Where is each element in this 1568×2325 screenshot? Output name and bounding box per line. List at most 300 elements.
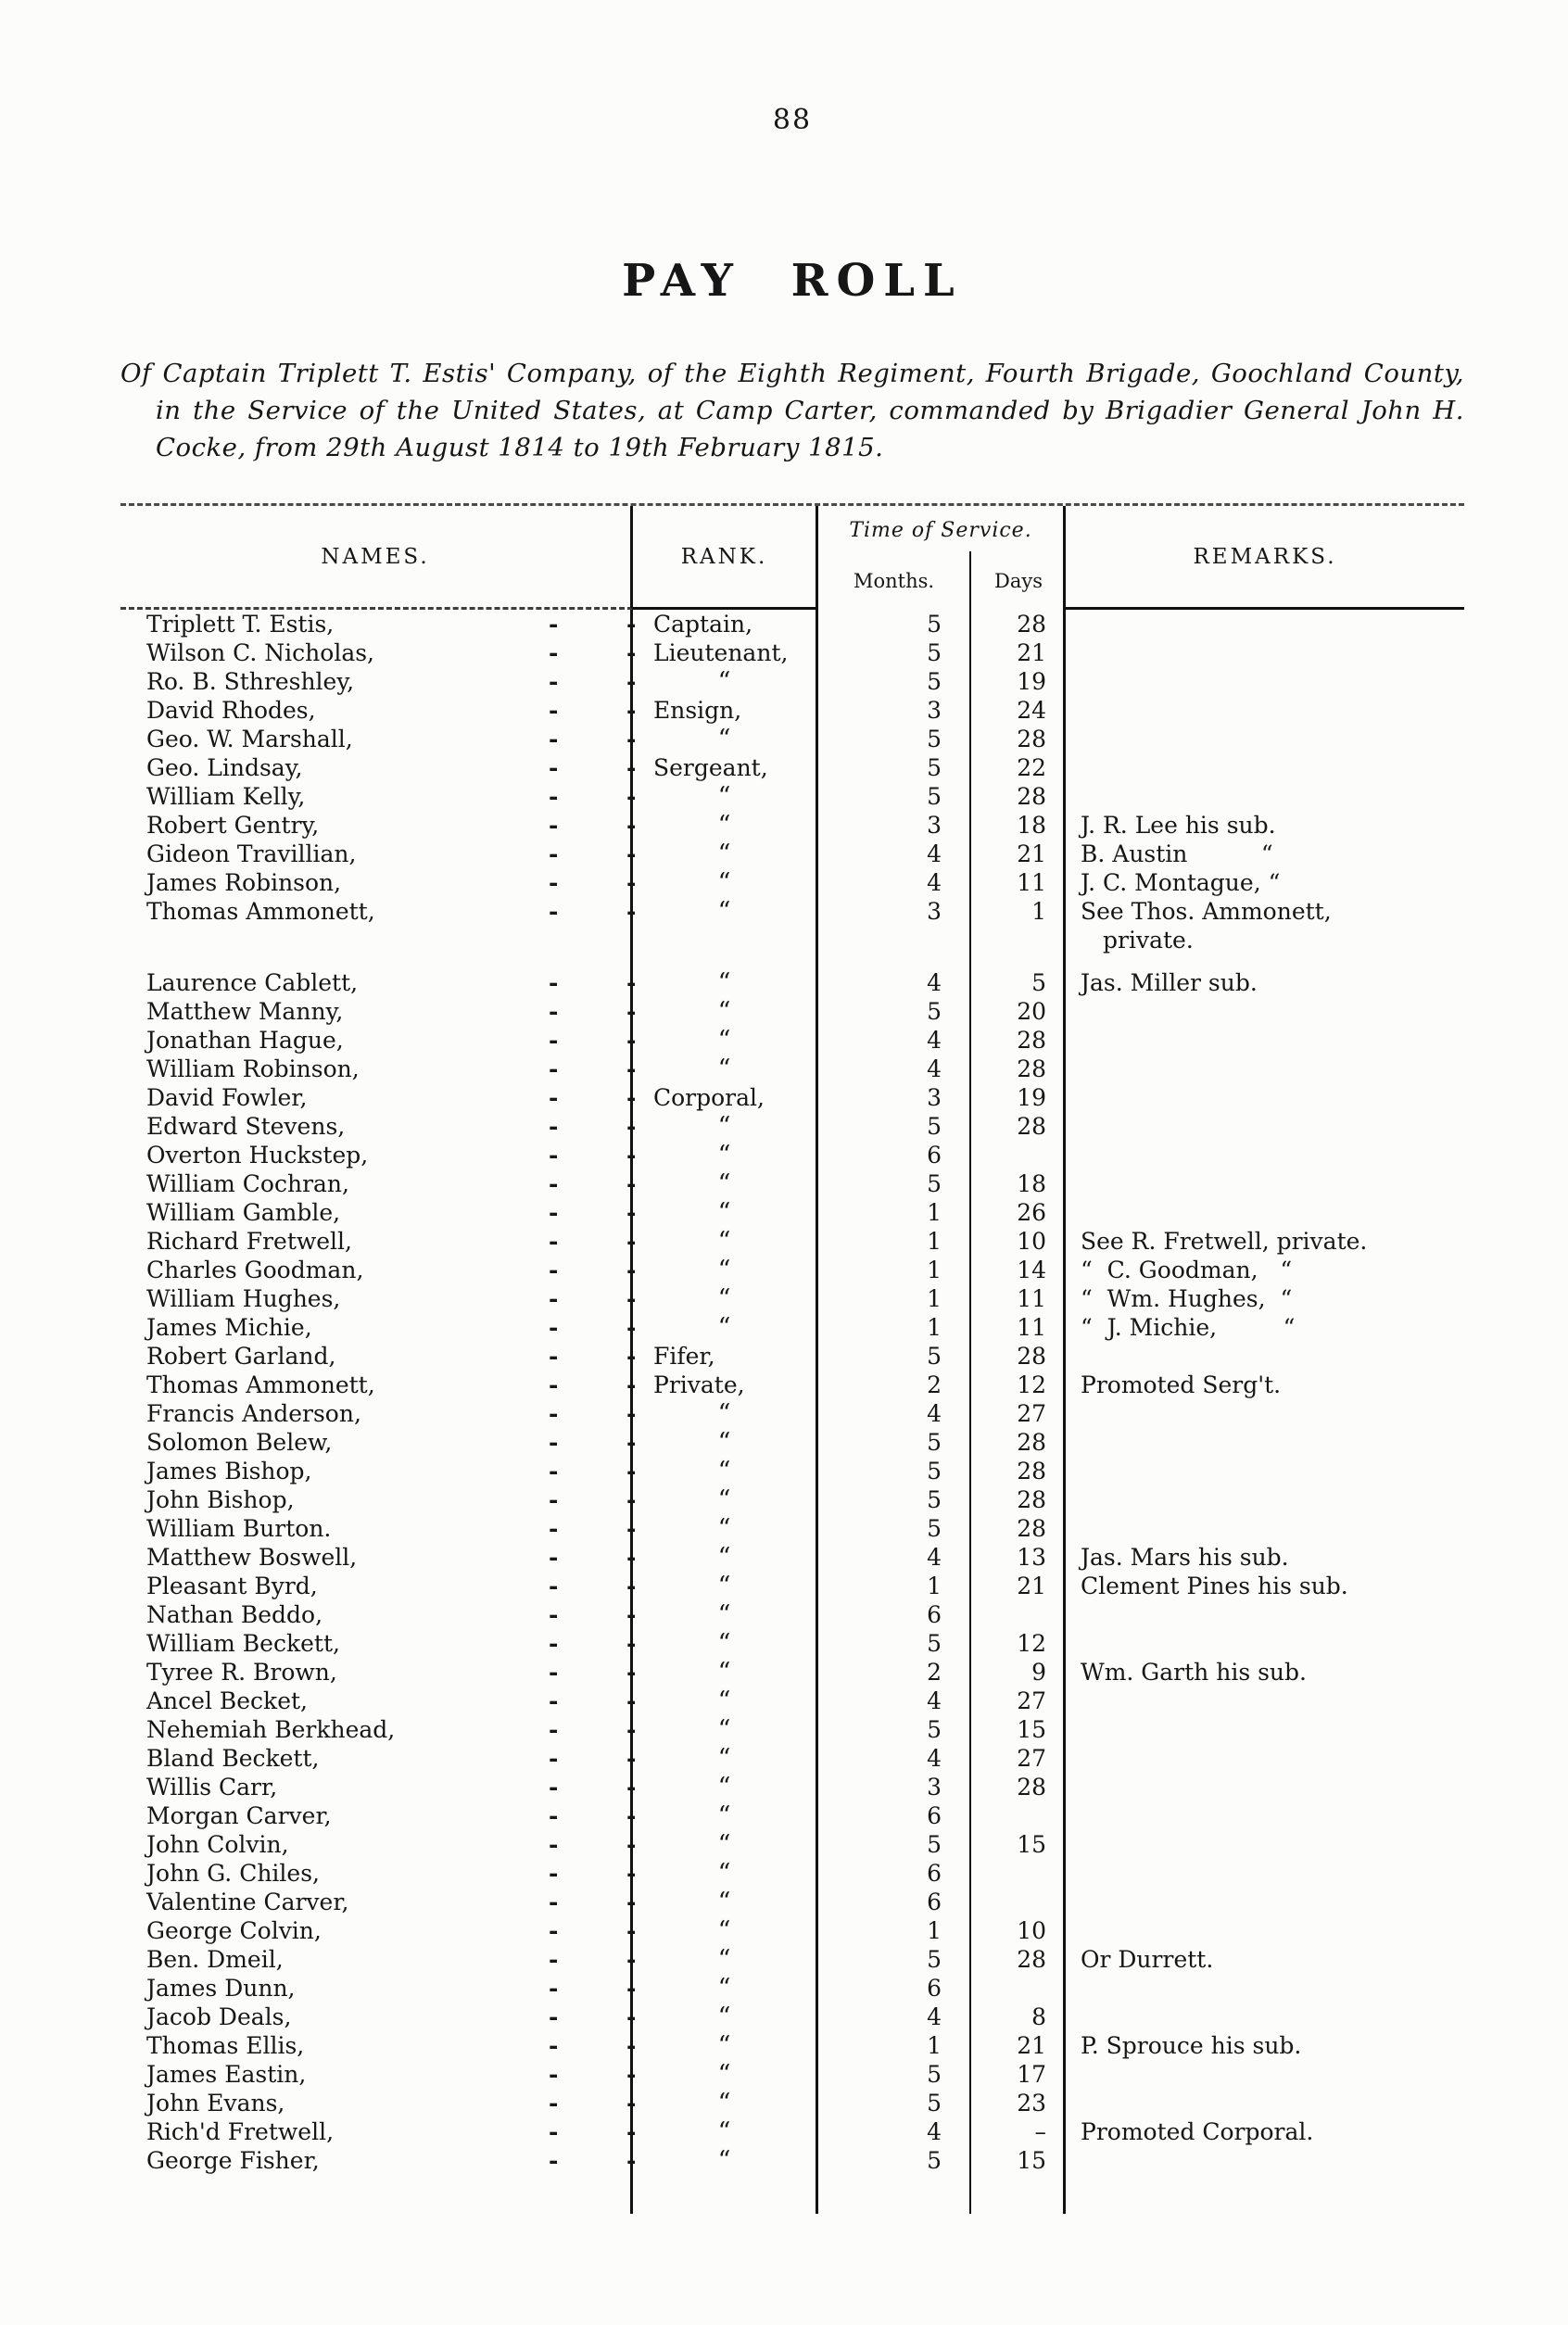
soldier-name: Gideon Travillian, [146,840,357,867]
cell-rank: “ [633,2089,818,2117]
cell-rank: “ [633,1055,818,1083]
cell-rank: “ [633,2146,818,2175]
table-row [120,1227,1464,1256]
leader-dash: - [626,2118,637,2145]
leader-dash: - [549,1400,559,1427]
cell-days: 28 [971,1026,1066,1055]
cell-name [120,2060,637,2089]
leader-dash: - [626,1400,637,1427]
leader-dash: - [626,840,637,867]
soldier-name: William Hughes, [146,1285,341,1312]
cell-remark: B. Austin “ [1081,840,1273,867]
leader-dash: - [549,1285,559,1312]
cell-rank: Captain, [633,610,818,638]
cell-remark [1066,1399,1464,1428]
leader-dash: - [549,611,559,638]
table-row [120,782,1464,811]
cell-months: 5 [818,1112,971,1141]
table-header-row [120,506,1464,610]
cell-rank: “ [633,1715,818,1744]
leader-dash: - [549,2118,559,2145]
cell-remark: Wm. Garth his sub. [1081,1659,1307,1686]
cell-days: 27 [971,1399,1066,1428]
cell-name [120,1313,637,1342]
cell-months: 5 [818,1428,971,1457]
table-row [120,1256,1464,1284]
soldier-name: Robert Garland, [146,1343,336,1370]
leader-dash: - [549,1917,559,1944]
table-row [120,2117,1464,2146]
cell-name [120,868,637,897]
cell-name [120,2089,637,2117]
table-row [120,2175,1464,2214]
leader-dash: - [626,1486,637,1513]
cell-name [120,2031,637,2060]
table-row [120,1773,1464,1801]
cell-months: 5 [818,2089,971,2117]
cell-name [120,1687,637,1715]
cell-days: 14 [971,1256,1066,1284]
soldier-name: Matthew Manny, [146,998,344,1025]
cell-months: 5 [818,753,971,782]
cell-rank: Corporal, [633,1083,818,1112]
cell-remark: J. C. Montague, “ [1081,869,1281,896]
cell-months: 4 [818,1399,971,1428]
cell-days: 15 [971,1830,1066,1859]
cell-remark [1066,1859,1464,1888]
table-row [120,1342,1464,1371]
table-row [120,968,1464,997]
cell-months: 5 [818,1485,971,1514]
cell-days: 10 [971,1916,1066,1945]
cell-name [120,1198,637,1227]
soldier-name: Thomas Ammonett, [146,1371,375,1398]
cell-name [120,840,637,868]
cell-days [971,1141,1066,1169]
cell-remark [1066,725,1464,753]
cell-rank: “ [633,2003,818,2031]
table-row [120,667,1464,696]
soldier-name: Thomas Ellis, [146,2032,305,2059]
cell-name [120,1141,637,1169]
table-row [120,2003,1464,2031]
cell-days: 18 [971,1169,1066,1198]
leader-dash: - [549,1142,559,1169]
table-row [120,954,1464,968]
leader-dash: - [626,1515,637,1542]
cell-rank: “ [633,1256,818,1284]
leader-dash: - [549,1659,559,1686]
leader-dash: - [549,898,559,925]
cell-days: 21 [971,1572,1066,1600]
soldier-name: Jonathan Hague, [146,1027,344,1054]
leader-dash: - [626,812,637,839]
cell-months: 1 [818,1227,971,1256]
cell-name [120,2146,637,2175]
cell-months: 4 [818,1687,971,1715]
table-body [120,610,1464,2214]
cell-name [120,1428,637,1457]
cell-months: 6 [818,1801,971,1830]
cell-remark [1066,954,1464,968]
cell-name [120,1514,637,1543]
cell-months: 5 [818,1457,971,1485]
cell-remark [1066,997,1464,1026]
soldier-name: Robert Gentry, [146,812,320,839]
cell-days: 1 [971,897,1066,926]
cell-days: 20 [971,997,1066,1026]
cell-days: 15 [971,2146,1066,2175]
leader-dash: - [626,1458,637,1485]
soldier-name: Richard Fretwell, [146,1228,352,1255]
cell-rank: “ [633,1227,818,1256]
soldier-name: William Kelly, [146,783,306,810]
cell-rank: “ [633,997,818,1026]
leader-dash: - [626,1142,637,1169]
table-row [120,1457,1464,1485]
leader-dash: - [626,1343,637,1370]
cell-days: 28 [971,1514,1066,1543]
soldier-name: Thomas Ammonett, [146,898,375,925]
leader-dash: - [549,1113,559,1140]
table-row [120,1371,1464,1399]
cell-remark [1066,782,1464,811]
cell-remark [1066,1169,1464,1198]
cell-days: 26 [971,1198,1066,1227]
subtitle-paragraph: Of Captain Triplett T. Estis' Company, of the Eighth Regiment, Fourth Brigade, Goochland County, in the Service of the United States, at Camp Carter, commanded by Brigadier General John H. Cocke, from 29th August 1814 to 19th February 1815. [120,359,1464,462]
table-row [120,1945,1464,1974]
leader-dash: - [549,1544,559,1571]
service-subheaders [818,551,1063,610]
soldier-name: James Dunn, [146,1975,296,2002]
soldier-name: John Evans, [146,2090,285,2117]
cell-months: 3 [818,811,971,840]
cell-rank: “ [633,1026,818,1055]
table-row [120,2031,1464,2060]
cell-months [818,926,971,954]
leader-dash: - [626,1544,637,1571]
leader-dash: - [626,668,637,695]
cell-rank: “ [633,840,818,868]
cell-days: 28 [971,725,1066,753]
soldier-name: Valentine Carver, [146,1889,349,1915]
leader-dash: - [549,1716,559,1743]
cell-remark [1066,1198,1464,1227]
page-number: 88 [772,104,813,136]
cell-remark [1066,1083,1464,1112]
table-row [120,811,1464,840]
table-row [120,1916,1464,1945]
cell-name [120,1744,637,1773]
soldier-name: David Fowler, [146,1084,308,1111]
leader-dash: - [549,1429,559,1456]
cell-days: 10 [971,1227,1066,1256]
cell-months: 4 [818,1543,971,1572]
table-row [120,1428,1464,1457]
cell-remark: See Thos. Ammonett, [1081,898,1332,925]
table-row [120,2060,1464,2089]
table-row [120,1572,1464,1600]
cell-remark [1066,1600,1464,1629]
cell-months: 3 [818,1773,971,1801]
table-row [120,1485,1464,1514]
leader-dash: - [549,726,559,752]
cell-months: 1 [818,1198,971,1227]
cell-rank: Fifer, [633,1342,818,1371]
cell-months: 5 [818,782,971,811]
cell-name [120,1658,637,1687]
table-row [120,1198,1464,1227]
table-row [120,897,1464,926]
cell-months: 4 [818,968,971,997]
cell-rank: “ [633,725,818,753]
table-row [120,1658,1464,1687]
soldier-name: George Colvin, [146,1917,322,1944]
cell-days: 28 [971,1485,1066,1514]
cell-remark [1066,1457,1464,1485]
cell-rank: Sergeant, [633,753,818,782]
cell-name [120,1083,637,1112]
cell-rank: “ [633,1974,818,2003]
table-row [120,1141,1464,1169]
cell-remark [1066,1428,1464,1457]
soldier-name: William Gamble, [146,1199,341,1226]
cell-remark: P. Sprouce his sub. [1081,2032,1302,2059]
cell-remark: “ J. Michie, “ [1081,1314,1296,1341]
leader-dash: - [549,2061,559,2088]
table-row [120,840,1464,868]
cell-name [120,2175,633,2214]
cell-rank: “ [633,782,818,811]
cell-months: 5 [818,1830,971,1859]
cell-rank: Ensign, [633,696,818,725]
cell-months: 5 [818,1945,971,1974]
table-row [120,1112,1464,1141]
cell-remark [1066,1773,1464,1801]
cell-name [120,1256,637,1284]
cell-name [120,753,637,782]
cell-rank: “ [633,868,818,897]
cell-days: 13 [971,1543,1066,1572]
leader-dash: - [549,1343,559,1370]
table-row [120,1744,1464,1773]
cell-days: 18 [971,811,1066,840]
cell-remark [1066,667,1464,696]
cell-remark [1066,1141,1464,1169]
cell-months [818,2175,971,2214]
cell-name [120,1342,637,1371]
cell-remark [1066,1888,1464,1916]
soldier-name: William Beckett, [146,1630,340,1657]
cell-months: 2 [818,1371,971,1399]
leader-dash: - [549,1889,559,1915]
cell-days: 15 [971,1715,1066,1744]
cell-remark [1066,1916,1464,1945]
cell-remark [1066,1055,1464,1083]
cell-remark [1066,1514,1464,1543]
soldier-name: George Fisher, [146,2147,320,2174]
cell-months: 1 [818,1313,971,1342]
cell-days: 28 [971,782,1066,811]
cell-days: 19 [971,1083,1066,1112]
leader-dash: - [549,1774,559,1801]
cell-months: 6 [818,1141,971,1169]
table-row [120,997,1464,1026]
leader-dash: - [626,1917,637,1944]
cell-name [120,1600,637,1629]
soldier-name: Jacob Deals, [146,2003,292,2030]
cell-months: 5 [818,667,971,696]
cell-months: 5 [818,725,971,753]
service-header-title: Time of Service. [849,519,1032,542]
cell-months: 5 [818,1514,971,1543]
cell-days: 28 [971,1342,1066,1371]
soldier-name: Geo. Lindsay, [146,754,303,781]
cell-name [120,1284,637,1313]
leader-dash: - [549,2003,559,2030]
leader-dash: - [549,697,559,724]
table-row [120,1715,1464,1744]
leader-dash: - [549,1601,559,1628]
leader-dash: - [549,998,559,1025]
cell-months: 4 [818,1026,971,1055]
leader-dash: - [549,1228,559,1255]
soldier-name: Ben. Dmeil, [146,1946,284,1973]
cell-rank: “ [633,1428,818,1457]
cell-name [120,1572,637,1600]
soldier-name: John Colvin, [146,1831,289,1858]
cell-name [120,1715,637,1744]
payroll-table [120,503,1464,2214]
table-row [120,1687,1464,1715]
leader-dash: - [626,998,637,1025]
leader-dash: - [626,1860,637,1887]
leader-dash: - [549,1802,559,1829]
cell-name [120,954,633,968]
column-header-rank: RANK. [633,506,818,610]
leader-dash: - [626,1027,637,1054]
cell-rank: “ [633,1830,818,1859]
cell-months: 6 [818,1859,971,1888]
cell-name [120,610,637,638]
column-header-months: Months. [818,551,971,610]
leader-dash: - [549,1055,559,1082]
cell-days: 21 [971,2031,1066,2060]
cell-rank: Lieutenant, [633,638,818,667]
cell-name [120,1457,637,1485]
leader-dash: - [626,1802,637,1829]
cell-months: 1 [818,1256,971,1284]
cell-rank: “ [633,897,818,926]
cell-remark: J. R. Lee his sub. [1081,812,1276,839]
soldier-name: John G. Chiles, [146,1860,320,1887]
leader-dash: - [626,611,637,638]
leader-dash: - [549,1630,559,1657]
leader-dash: - [626,1257,637,1283]
cell-name [120,696,637,725]
cell-days: 21 [971,840,1066,868]
cell-name [120,1227,637,1256]
cell-rank: “ [633,2060,818,2089]
cell-months: 5 [818,2146,971,2175]
cell-rank: “ [633,1457,818,1485]
soldier-name: Francis Anderson, [146,1400,361,1427]
cell-rank: “ [633,1600,818,1629]
leader-dash: - [626,2003,637,2030]
soldier-name: James Eastin, [146,2061,307,2088]
cell-months: 4 [818,2003,971,2031]
leader-dash: - [626,754,637,781]
leader-dash: - [626,1716,637,1743]
cell-months: 4 [818,1744,971,1773]
cell-days: 8 [971,2003,1066,2031]
cell-name [120,638,637,667]
leader-dash: - [549,668,559,695]
cell-days: 28 [971,610,1066,638]
cell-days [971,1974,1066,2003]
cell-name [120,1399,637,1428]
column-header-names: NAMES. [120,506,633,610]
soldier-name: Willis Carr, [146,1774,278,1801]
soldier-name: James Michie, [146,1314,312,1341]
table-row [120,725,1464,753]
cell-remark: Promoted Serg't. [1081,1371,1282,1398]
cell-name [120,1859,637,1888]
cell-rank: “ [633,1514,818,1543]
leader-dash: - [626,1055,637,1082]
cell-name [120,1026,637,1055]
cell-rank: “ [633,1916,818,1945]
cell-name [120,782,637,811]
table-row [120,696,1464,725]
cell-name [120,1055,637,1083]
cell-days: 27 [971,1744,1066,1773]
leader-dash: - [626,1113,637,1140]
cell-remark [1066,1744,1464,1773]
table-row [120,1600,1464,1629]
cell-rank: “ [633,1543,818,1572]
cell-months: 4 [818,2117,971,2146]
leader-dash: - [626,2147,637,2174]
cell-months: 5 [818,1169,971,1198]
cell-rank: Private, [633,1371,818,1399]
cell-remark [1066,696,1464,725]
cell-days: 27 [971,1687,1066,1715]
soldier-name: Ro. B. Sthreshley, [146,668,355,695]
table-row [120,1514,1464,1543]
cell-rank: “ [633,968,818,997]
cell-months: 1 [818,1916,971,1945]
cell-name [120,1916,637,1945]
soldier-name: Geo. W. Marshall, [146,726,353,752]
leader-dash: - [549,869,559,896]
leader-dash: - [626,1745,637,1772]
cell-remark: “ C. Goodman, “ [1081,1257,1293,1283]
table-row [120,753,1464,782]
column-header-remarks: REMARKS. [1066,506,1464,610]
soldier-name: Morgan Carver, [146,1802,332,1829]
leader-dash: - [626,1371,637,1398]
cell-days: 28 [971,1457,1066,1485]
cell-remark [1066,1801,1464,1830]
soldier-name: Pleasant Byrd, [146,1573,318,1599]
cell-days [971,954,1066,968]
cell-days [971,1600,1066,1629]
soldier-name: James Bishop, [146,1458,312,1485]
cell-days: 11 [971,1313,1066,1342]
leader-dash: - [549,1946,559,1973]
leader-dash: - [626,2061,637,2088]
